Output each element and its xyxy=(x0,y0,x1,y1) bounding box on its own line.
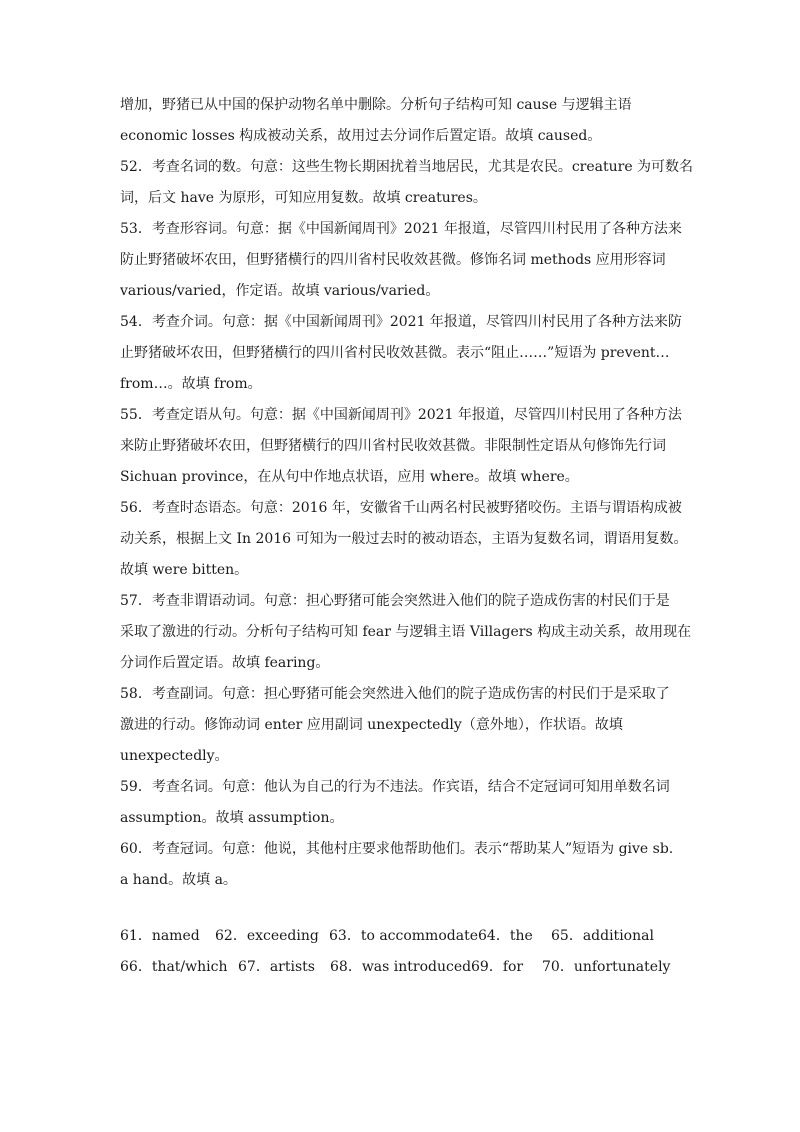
answer-item: 64．the xyxy=(478,928,533,944)
text-line: 止野猪破坏农田，但野猪横行的四川省村民收效甚微。表示“阻止……”短语为 prevent… xyxy=(120,345,670,361)
answer-item: 61．named xyxy=(120,928,200,944)
text-line: 56．考查时态语态。句意：2016 年，安徽省千山两名村民被野猪咬伤。主语与谓语构成被 xyxy=(120,500,682,516)
text-line: 采取了激进的行动。分析句子结构可知 fear 与逻辑主语 Villagers 构成主动关系，故用现在 xyxy=(120,624,692,640)
text-line: 58．考查副词。句意：担心野猪可能会突然进入他们的院子造成伤害的村民们于是采取了 xyxy=(120,686,670,702)
text-line: economic losses 构成被动关系，故用过去分词作后置定语。故填 caused。 xyxy=(120,128,602,144)
text-line: 动关系，根据上文 In 2016 可知为一般过去时的被动语态，主语为复数名词，谓语用复数。 xyxy=(120,531,688,547)
text-line: 53．考查形容词。句意：据《中国新闻周刊》2021 年报道，尽管四川村民用了各种方法来 xyxy=(120,221,682,237)
answer-item: 69．for xyxy=(471,959,524,975)
answer-key-section xyxy=(120,927,680,989)
answer-item: 66．that/which xyxy=(120,959,228,975)
text-line: from…。故填 from。 xyxy=(120,376,262,392)
text-line: 54．考查介词。句意：据《中国新闻周刊》2021 年报道，尽管四川村民用了各种方法来防 xyxy=(120,314,682,330)
text-line: 52．考查名词的数。句意：这些生物长期困扰着当地居民，尤其是农民。creature 为可数名 xyxy=(120,159,694,175)
text-line: 来防止野猪破坏农田，但野猪横行的四川省村民收效甚微。非限制性定语从句修饰先行词 xyxy=(120,438,666,454)
text-line: 故填 were bitten。 xyxy=(120,562,249,578)
text-line: 分词作后置定语。故填 fearing。 xyxy=(120,655,330,671)
text-line: 55．考查定语从句。句意：据《中国新闻周刊》2021 年报道，尽管四川村民用了各种方法 xyxy=(120,407,682,423)
text-line: 词，后文 have 为原形，可知应用复数。故填 creatures。 xyxy=(120,190,487,206)
answer-item: 67．artists xyxy=(238,959,315,975)
text-line: 防止野猪破坏农田，但野猪横行的四川省村民收效甚微。修饰名词 methods 应用形容词 xyxy=(120,252,666,268)
text-line: 57．考查非谓语动词。句意：担心野猪可能会突然进入他们的院子造成伤害的村民们于是 xyxy=(120,593,670,609)
text-line: assumption。故填 assumption。 xyxy=(120,810,344,826)
answer-row xyxy=(120,958,680,976)
answer-item: 65．additional xyxy=(551,928,654,944)
answer-item: 68．was introduced xyxy=(330,959,472,975)
text-line: 59．考查名词。句意：他认为自己的行为不违法。作宾语，结合不定冠词可知用单数名词 xyxy=(120,779,670,795)
explanation-section xyxy=(120,96,694,902)
text-line: unexpectedly。 xyxy=(120,748,229,764)
text-line: a hand。故填 a。 xyxy=(120,872,237,888)
text-line: 激进的行动。修饰动词 enter 应用副词 unexpectedly（意外地），作状语。故填 xyxy=(120,717,623,733)
answer-item: 70．unfortunately xyxy=(542,959,671,975)
answer-row xyxy=(120,927,680,945)
answer-item: 62．exceeding xyxy=(215,928,319,944)
text-line: 增加，野猪已从中国的保护动物名单中删除。分析句子结构可知 cause 与逻辑主语 xyxy=(120,97,632,113)
text-line: various/varied，作定语。故填 various/varied。 xyxy=(120,283,440,299)
text-line: 60．考查冠词。句意：他说，其他村庄要求他帮助他们。表示“帮助某人”短语为 give sb. xyxy=(120,841,674,857)
answer-item: 63．to accommodate xyxy=(329,928,478,944)
text-line: Sichuan province，在从句中作地点状语，应用 where。故填 where。 xyxy=(120,469,579,485)
